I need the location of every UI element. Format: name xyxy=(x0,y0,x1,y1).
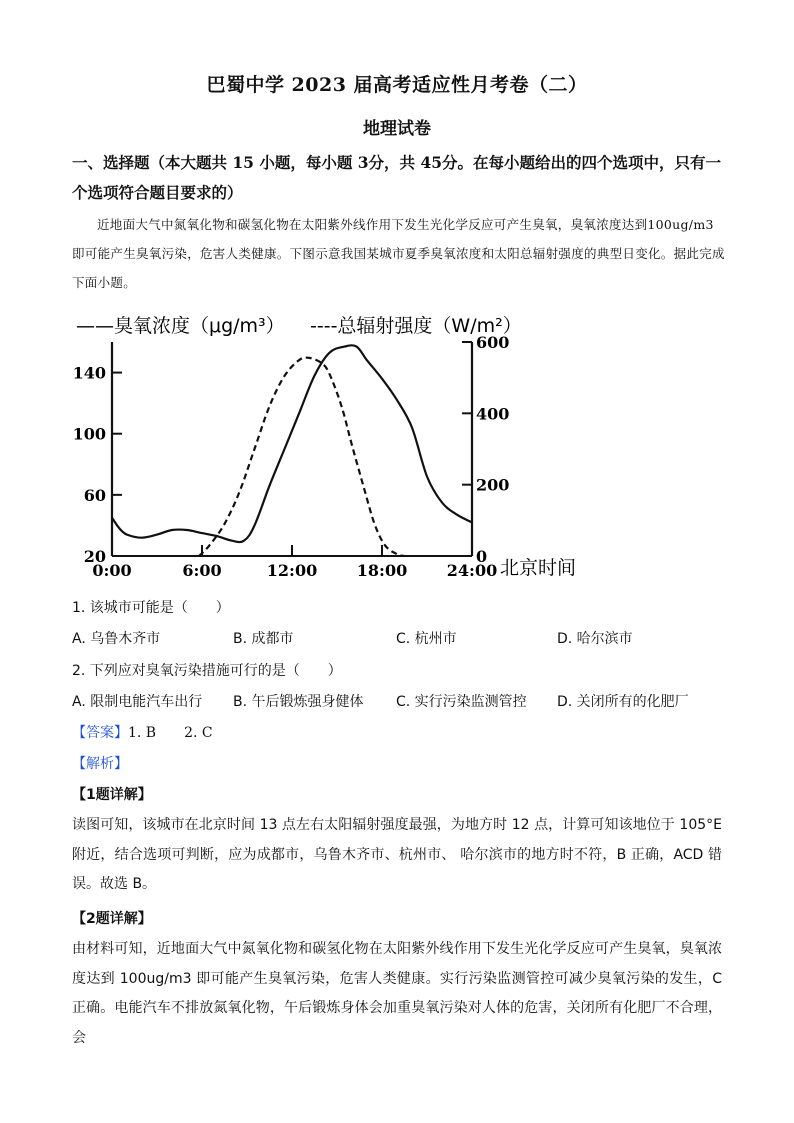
answer-line xyxy=(72,722,213,742)
q2-option-a[interactable]: A. 限制电能汽车出行 xyxy=(72,694,203,710)
q2-option-b[interactable]: B. 午后锻炼强身健体 xyxy=(233,694,364,710)
detail-1-heading: 【1题详解】 xyxy=(72,787,152,803)
left-tick-label: 100 xyxy=(72,424,106,444)
question-intro: 近地面大气中氮氧化物和碳氢化物在太阳紫外线作用下发生光化学反应可产生臭氧，臭氧浓度达到100ug/m3 即可能产生臭氧污染，危害人类健康。下图示意我国某城市夏季臭氧浓度和太阳总辐射强度的典型日变化。据此完成下面小题。 xyxy=(72,217,725,290)
x-tick-label: 0:00 xyxy=(92,561,132,580)
left-tick-label: 20 xyxy=(83,547,106,566)
question-2-stem: 2. 下列应对臭氧污染措施可行的是（ ） xyxy=(72,663,342,679)
answer-text: 1. B 2. C xyxy=(128,725,213,741)
x-tick-label: 12:00 xyxy=(266,561,318,580)
right-tick-label: 600 xyxy=(476,333,510,352)
q2-option-c[interactable]: C. 实行污染监测管控 xyxy=(396,694,527,710)
left-tick-label: 60 xyxy=(83,485,106,505)
exam-subtitle: 地理试卷 xyxy=(363,119,431,139)
left-tick-label: 140 xyxy=(72,363,106,383)
q1-option-b[interactable]: B. 成都市 xyxy=(233,631,294,647)
right-tick-label: 400 xyxy=(476,404,510,424)
exam-title: 巴蜀中学 2023 届高考适应性月考卷（二） xyxy=(206,74,588,96)
section-heading: 一、选择题（本大题共 15 小题，每小题 3分，共 45分。在每小题给出的四个选项中，只有一个选项符合题目要求的） xyxy=(72,153,722,202)
ozone-concentration-line xyxy=(112,345,472,542)
x-tick-label: 18:00 xyxy=(356,561,408,580)
solar-radiation-line xyxy=(199,358,405,556)
x-tick-label: 6:00 xyxy=(182,561,222,580)
detail-2-heading: 【2题详解】 xyxy=(72,911,152,927)
right-tick-label: 0 xyxy=(476,547,488,566)
x-axis-label: 北京时间 xyxy=(500,557,577,579)
answer-tag: 【答案】 xyxy=(72,725,128,741)
detail-2-text: 由材料可知，近地面大气中氮氧化物和碳氢化物在太阳紫外线作用下发生光化学反应可产生臭氧，臭氧浓度达到 100ug/m3 即可能产生臭氧污染，危害人类健康。实行污染监测管控可减少臭氧污染的发生，C 正确。电能汽车不排放氮氧化物，午后锻炼身体会加重臭氧污染对人体的危害，关闭所有化肥厂不合理，会 xyxy=(72,941,722,1046)
analysis-tag: 【解析】 xyxy=(72,756,128,772)
q2-option-d[interactable]: D. 关闭所有的化肥厂 xyxy=(557,694,689,710)
question-1-stem: 1. 该城市可能是（ ） xyxy=(72,600,230,616)
q1-option-a[interactable]: A. 乌鲁木齐市 xyxy=(72,631,161,647)
legend-ozone: ——臭氧浓度（μg/m³） xyxy=(76,315,285,337)
detail-1-text: 读图可知，该城市在北京时间 13 点左右太阳辐射强度最强，为地方时 12 点，计算可知该地位于 105°E 附近，结合选项可判断，应为成都市，乌鲁木齐市、杭州市、 哈尔滨市的地方时不符，B 正确，ACD 错误。故选 B。 xyxy=(72,817,722,892)
q1-option-c[interactable]: C. 杭州市 xyxy=(396,631,457,647)
ozone-radiation-chart xyxy=(72,312,592,582)
legend-radiation: ----总辐射强度（W/m²） xyxy=(310,315,522,337)
right-tick-label: 200 xyxy=(476,475,510,495)
q1-option-d[interactable]: D. 哈尔滨市 xyxy=(557,631,633,647)
analysis-line xyxy=(72,753,128,773)
x-tick-label: 24:00 xyxy=(446,561,498,580)
